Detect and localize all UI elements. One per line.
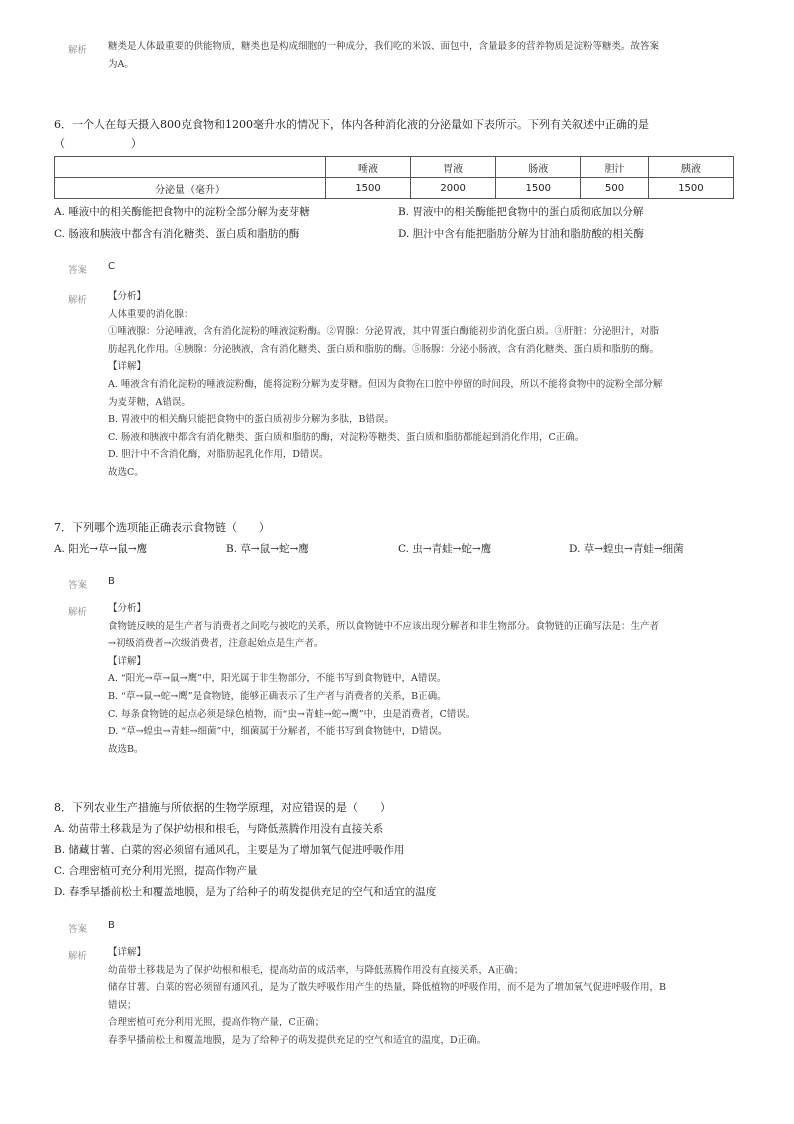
q7-analysis-line: A. “阳光→草→鼠→鹰”中，阳光属于非生物部分，不能书写到食物链中，A错误。 (108, 673, 447, 685)
q7-analysis-body (108, 600, 728, 758)
q6-analysis-line: A. 唾液含有消化淀粉的唾液淀粉酶，能将淀粉分解为麦芽糖。但因为食物在口腔中停留的时间段，所以不能将食物中的淀粉全部分解 (108, 378, 663, 390)
q5-analysis-line: 为A。 (108, 58, 134, 70)
q8-stem (54, 798, 754, 817)
q6-stem-line: 6．一个人在每天摄入800克食物和1200毫升水的情况下，体内各种消化液的分泌量如下表所示。下列有关叙述中正确的是 (54, 118, 649, 131)
q6-analysis-label: 解析 (68, 295, 88, 306)
table-header-cell: 胆汁 (581, 157, 649, 178)
q5-analysis-line: 糖类是人体最重要的供能物质，糖类也是构成细胞的一种成分，我们吃的米饭、面包中，含量最多的营养物质是淀粉等糖类。故答案 (108, 41, 660, 52)
q5-analysis-body (108, 38, 728, 73)
q8-answer-label: 答案 (68, 924, 88, 935)
table-header-cell (55, 157, 326, 178)
q6-option-d: D. 胆汁中含有能把脂肪分解为甘油和脂肪酸的相关酶 (398, 228, 644, 240)
q7-option-a: A. 阳光→草→鼠→鹰 (54, 543, 148, 555)
q7-analysis-line: C. 每条食物链的起点必须是绿色植物，而“虫→青蛙→蛇→鹰”中，虫是消费者，C错误。 (108, 708, 476, 720)
q6-analysis-line: 为麦芽糖，A错误。 (108, 396, 191, 408)
q6-stem (54, 115, 754, 153)
secretion-table (54, 156, 734, 199)
q8-option-a: A. 幼苗带土移栽是为了保护幼根和根毛，与降低蒸腾作用没有直接关系 (54, 823, 384, 835)
q7-analysis-line: 【详解】 (108, 655, 147, 667)
q8-option-b: B. 储藏甘薯、白菜的窖必须留有通风孔，主要是为了增加氧气促进呼吸作用 (54, 844, 405, 856)
q8-option-d: D. 春季早播前松土和覆盖地膜，是为了给种子的萌发提供充足的空气和适宜的温度 (54, 886, 437, 898)
q6-option-c: C. 肠液和胰液中都含有消化糖类、蛋白质和脂肪的酶 (54, 228, 300, 240)
q6-analysis-line: 【分析】 (108, 291, 147, 302)
q7-analysis-label: 解析 (68, 607, 88, 618)
q6-analysis-line: B. 胃液中的相关酶只能把食物中的蛋白质初步分解为多肽，B错误。 (108, 414, 395, 426)
table-header-cell: 胰液 (648, 157, 733, 178)
q8-analysis-line: 【详解】 (108, 947, 147, 958)
q8-stem-line: 8．下列农业生产措施与所依据的生物学原理，对应错误的是（ ） (54, 801, 391, 814)
q6-analysis-line: ①唾液腺：分泌唾液，含有消化淀粉的唾液淀粉酶。②胃腺：分泌胃液，其中胃蛋白酶能初步消化蛋白质。③肝脏：分泌胆汁，对脂 (108, 326, 660, 338)
q8-analysis-line: 春季早播前松土和覆盖地膜，是为了给种子的萌发提供充足的空气和适宜的温度，D正确。 (108, 1034, 487, 1046)
table-header-cell: 肠液 (496, 157, 581, 178)
q7-analysis-line: 故选B。 (108, 743, 144, 755)
q6-analysis-line: 【详解】 (108, 361, 147, 373)
table-cell: 1500 (648, 178, 733, 199)
q7-stem-line: 7．下列哪个选项能正确表示食物链（ ） (54, 521, 270, 534)
table-header-row (55, 157, 734, 178)
q8-answer-value: B (108, 920, 115, 931)
q7-answer-label: 答案 (68, 580, 88, 591)
q8-analysis-label: 解析 (68, 951, 88, 962)
q7-analysis-line: 【分析】 (108, 603, 147, 614)
q7-analysis-line: D. “草→蝗虫→青蛙→细菌”中，细菌属于分解者，不能书写到食物链中，D错误。 (108, 726, 448, 738)
table-row-label: 分泌量（毫升） (55, 178, 326, 199)
q6-analysis-line: 人体重要的消化腺： (108, 308, 194, 320)
q7-analysis-line: 食物链反映的是生产者与消费者之间吃与被吃的关系，所以食物链中不应该出现分解者和非生物部分。食物链的正确写法是：生产者 (108, 620, 660, 632)
q8-analysis-line: 合理密植可充分利用光照，提高作物产量，C正确； (108, 1017, 325, 1029)
q6-analysis-line: D. 胆汁中不含消化酶，对脂肪起乳化作用，D错误。 (108, 449, 329, 461)
q8-analysis-line: 幼苗带土移栽是为了保护幼根和根毛，提高幼苗的成活率，与降低蒸腾作用没有直接关系，A正确； (108, 964, 524, 976)
q7-option-c: C. 虫→青蛙→蛇→鹰 (398, 543, 492, 555)
q7-option-d: D. 草→蝗虫→青蛙→细菌 (569, 543, 684, 555)
q8-analysis-body (108, 944, 728, 1050)
q7-stem (54, 518, 754, 537)
q5-analysis-label: 解析 (68, 45, 88, 56)
table-header-cell: 胃液 (411, 157, 496, 178)
table-cell: 500 (581, 178, 649, 199)
q7-analysis-line: B. “草→鼠→蛇→鹰”是食物链，能够正确表示了生产者与消费者的关系，B正确。 (108, 690, 447, 702)
q6-analysis-line: C. 肠液和胰液中都含有消化糖类、蛋白质和脂肪的酶，对淀粉等糖类、蛋白质和脂肪都能起到消化作用，C正确。 (108, 431, 585, 443)
table-cell: 1500 (496, 178, 581, 199)
q8-analysis-line: 储存甘薯、白菜的窖必须留有通风孔，是为了散失呼吸作用产生的热量，降低植物的呼吸作用，而不是为了增加氧气促进呼吸作用，B (108, 982, 666, 994)
table-cell: 2000 (411, 178, 496, 199)
q7-analysis-line: →初级消费者→次级消费者，注意起始点是生产者。 (108, 638, 324, 650)
q6-analysis-body (108, 288, 728, 482)
q6-option-b: B. 胃液中的相关酶能把食物中的蛋白质彻底加以分解 (398, 206, 644, 218)
q7-answer-value: B (108, 576, 115, 587)
q7-option-b: B. 草→鼠→蛇→鹰 (226, 543, 309, 555)
q6-option-a: A. 唾液中的相关酶能把食物中的淀粉全部分解为麦芽糖 (54, 206, 310, 218)
q6-analysis-line: 故选C。 (108, 466, 144, 478)
table-header-cell: 唾液 (326, 157, 411, 178)
q8-analysis-line: 错误； (108, 999, 137, 1011)
q8-option-c: C. 合理密植可充分利用光照，提高作物产量 (54, 865, 258, 877)
table-row (55, 178, 734, 199)
table-cell: 1500 (326, 178, 411, 199)
q6-answer-label: 答案 (68, 265, 88, 276)
q6-answer-value: C (108, 261, 115, 272)
q6-stem-line: （ ） (54, 137, 142, 150)
q6-analysis-line: 肪起乳化作用。④胰腺：分泌胰液，含有消化糖类、蛋白质和脂肪的酶。⑤肠腺：分泌小肠液，含有消化糖类、蛋白质和脂肪的酶。 (108, 343, 660, 355)
